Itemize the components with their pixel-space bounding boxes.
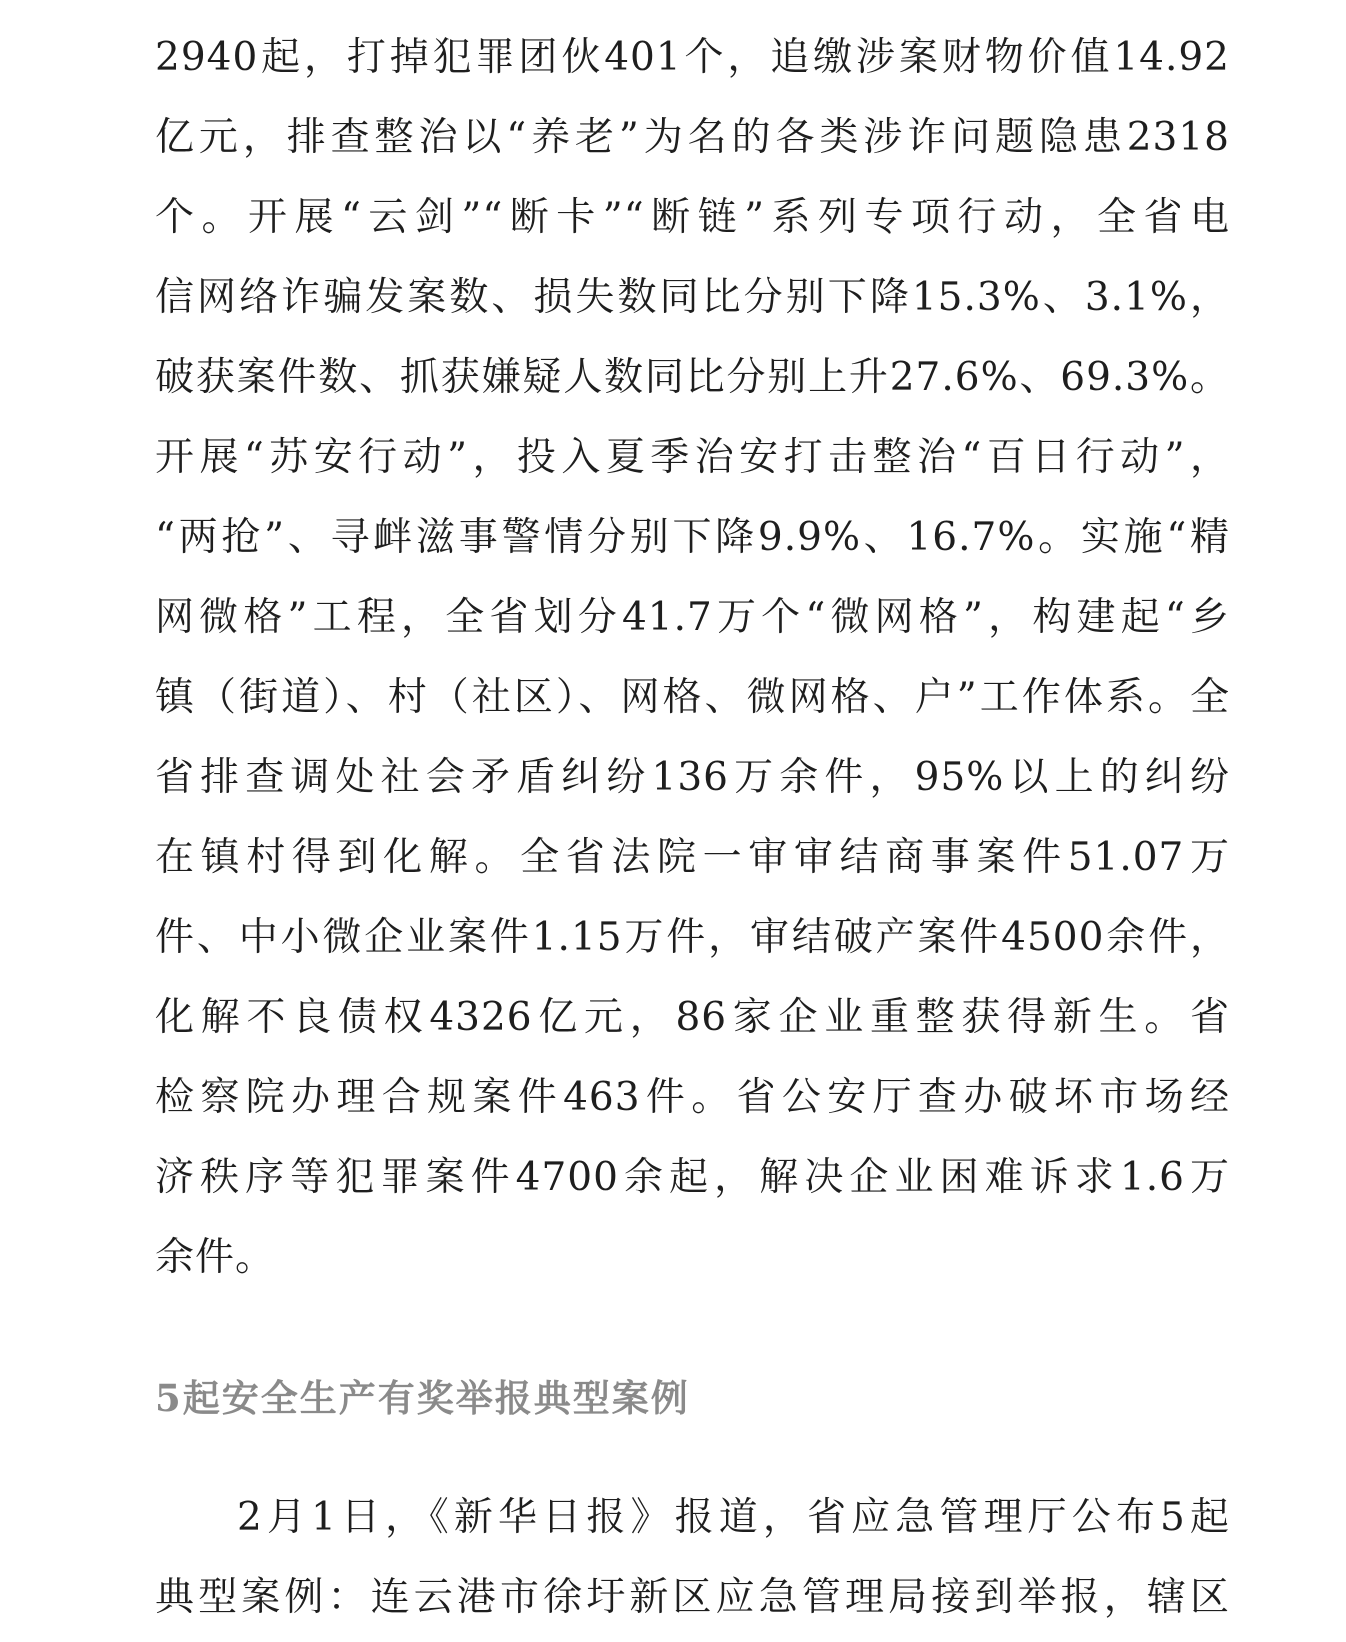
paragraph-line: 镇（街道）、村（社区）、网格、微网格、户”工作体系。全 bbox=[155, 675, 1230, 720]
section-paragraph bbox=[155, 1478, 1230, 1638]
paragraph-line: 余件。 bbox=[155, 1235, 276, 1280]
paragraph-line: 济秩序等犯罪案件4700余起，解决企业困难诉求1.6万 bbox=[155, 1155, 1230, 1200]
paragraph-line: 检察院办理合规案件463件。省公安厅查办破坏市场经 bbox=[155, 1075, 1230, 1120]
paragraph-line: 2940起，打掉犯罪团伙401个，追缴涉案财物价值14.92 bbox=[155, 35, 1230, 80]
body-paragraph bbox=[155, 18, 1230, 1298]
paragraph-line: 典型案例：连云港市徐圩新区应急管理局接到举报，辖区 bbox=[155, 1575, 1230, 1620]
paragraph-line: 省排查调处社会矛盾纠纷136万余件，95%以上的纠纷 bbox=[155, 755, 1230, 800]
paragraph-line: 亿元，排查整治以“养老”为名的各类涉诈问题隐患2318 bbox=[155, 115, 1230, 160]
paragraph-line: 个。开展“云剑”“断卡”“断链”系列专项行动，全省电 bbox=[155, 195, 1230, 240]
section-heading: 5起安全生产有奖举报典型案例 bbox=[155, 1376, 690, 1420]
paragraph-line: 化解不良债权4326亿元，86家企业重整获得新生。省 bbox=[155, 995, 1230, 1040]
paragraph-line: 开展“苏安行动”，投入夏季治安打击整治“百日行动”， bbox=[155, 435, 1230, 480]
paragraph-line: 网微格”工程，全省划分41.7万个“微网格”，构建起“乡 bbox=[155, 595, 1230, 640]
paragraph-line: “两抢”、寻衅滋事警情分别下降9.9%、16.7%。实施“精 bbox=[155, 515, 1230, 560]
paragraph-line: 件、中小微企业案件1.15万件，审结破产案件4500余件， bbox=[155, 915, 1230, 960]
paragraph-line: 2月1日，《新华日报》报道，省应急管理厅公布5起 bbox=[237, 1495, 1230, 1540]
paragraph-line: 信网络诈骗发案数、损失数同比分别下降15.3%、3.1%， bbox=[155, 275, 1230, 320]
paragraph-line: 在镇村得到化解。全省法院一审审结商事案件51.07万 bbox=[155, 835, 1230, 880]
paragraph-line: 破获案件数、抓获嫌疑人数同比分别上升27.6%、69.3%。 bbox=[155, 355, 1230, 400]
